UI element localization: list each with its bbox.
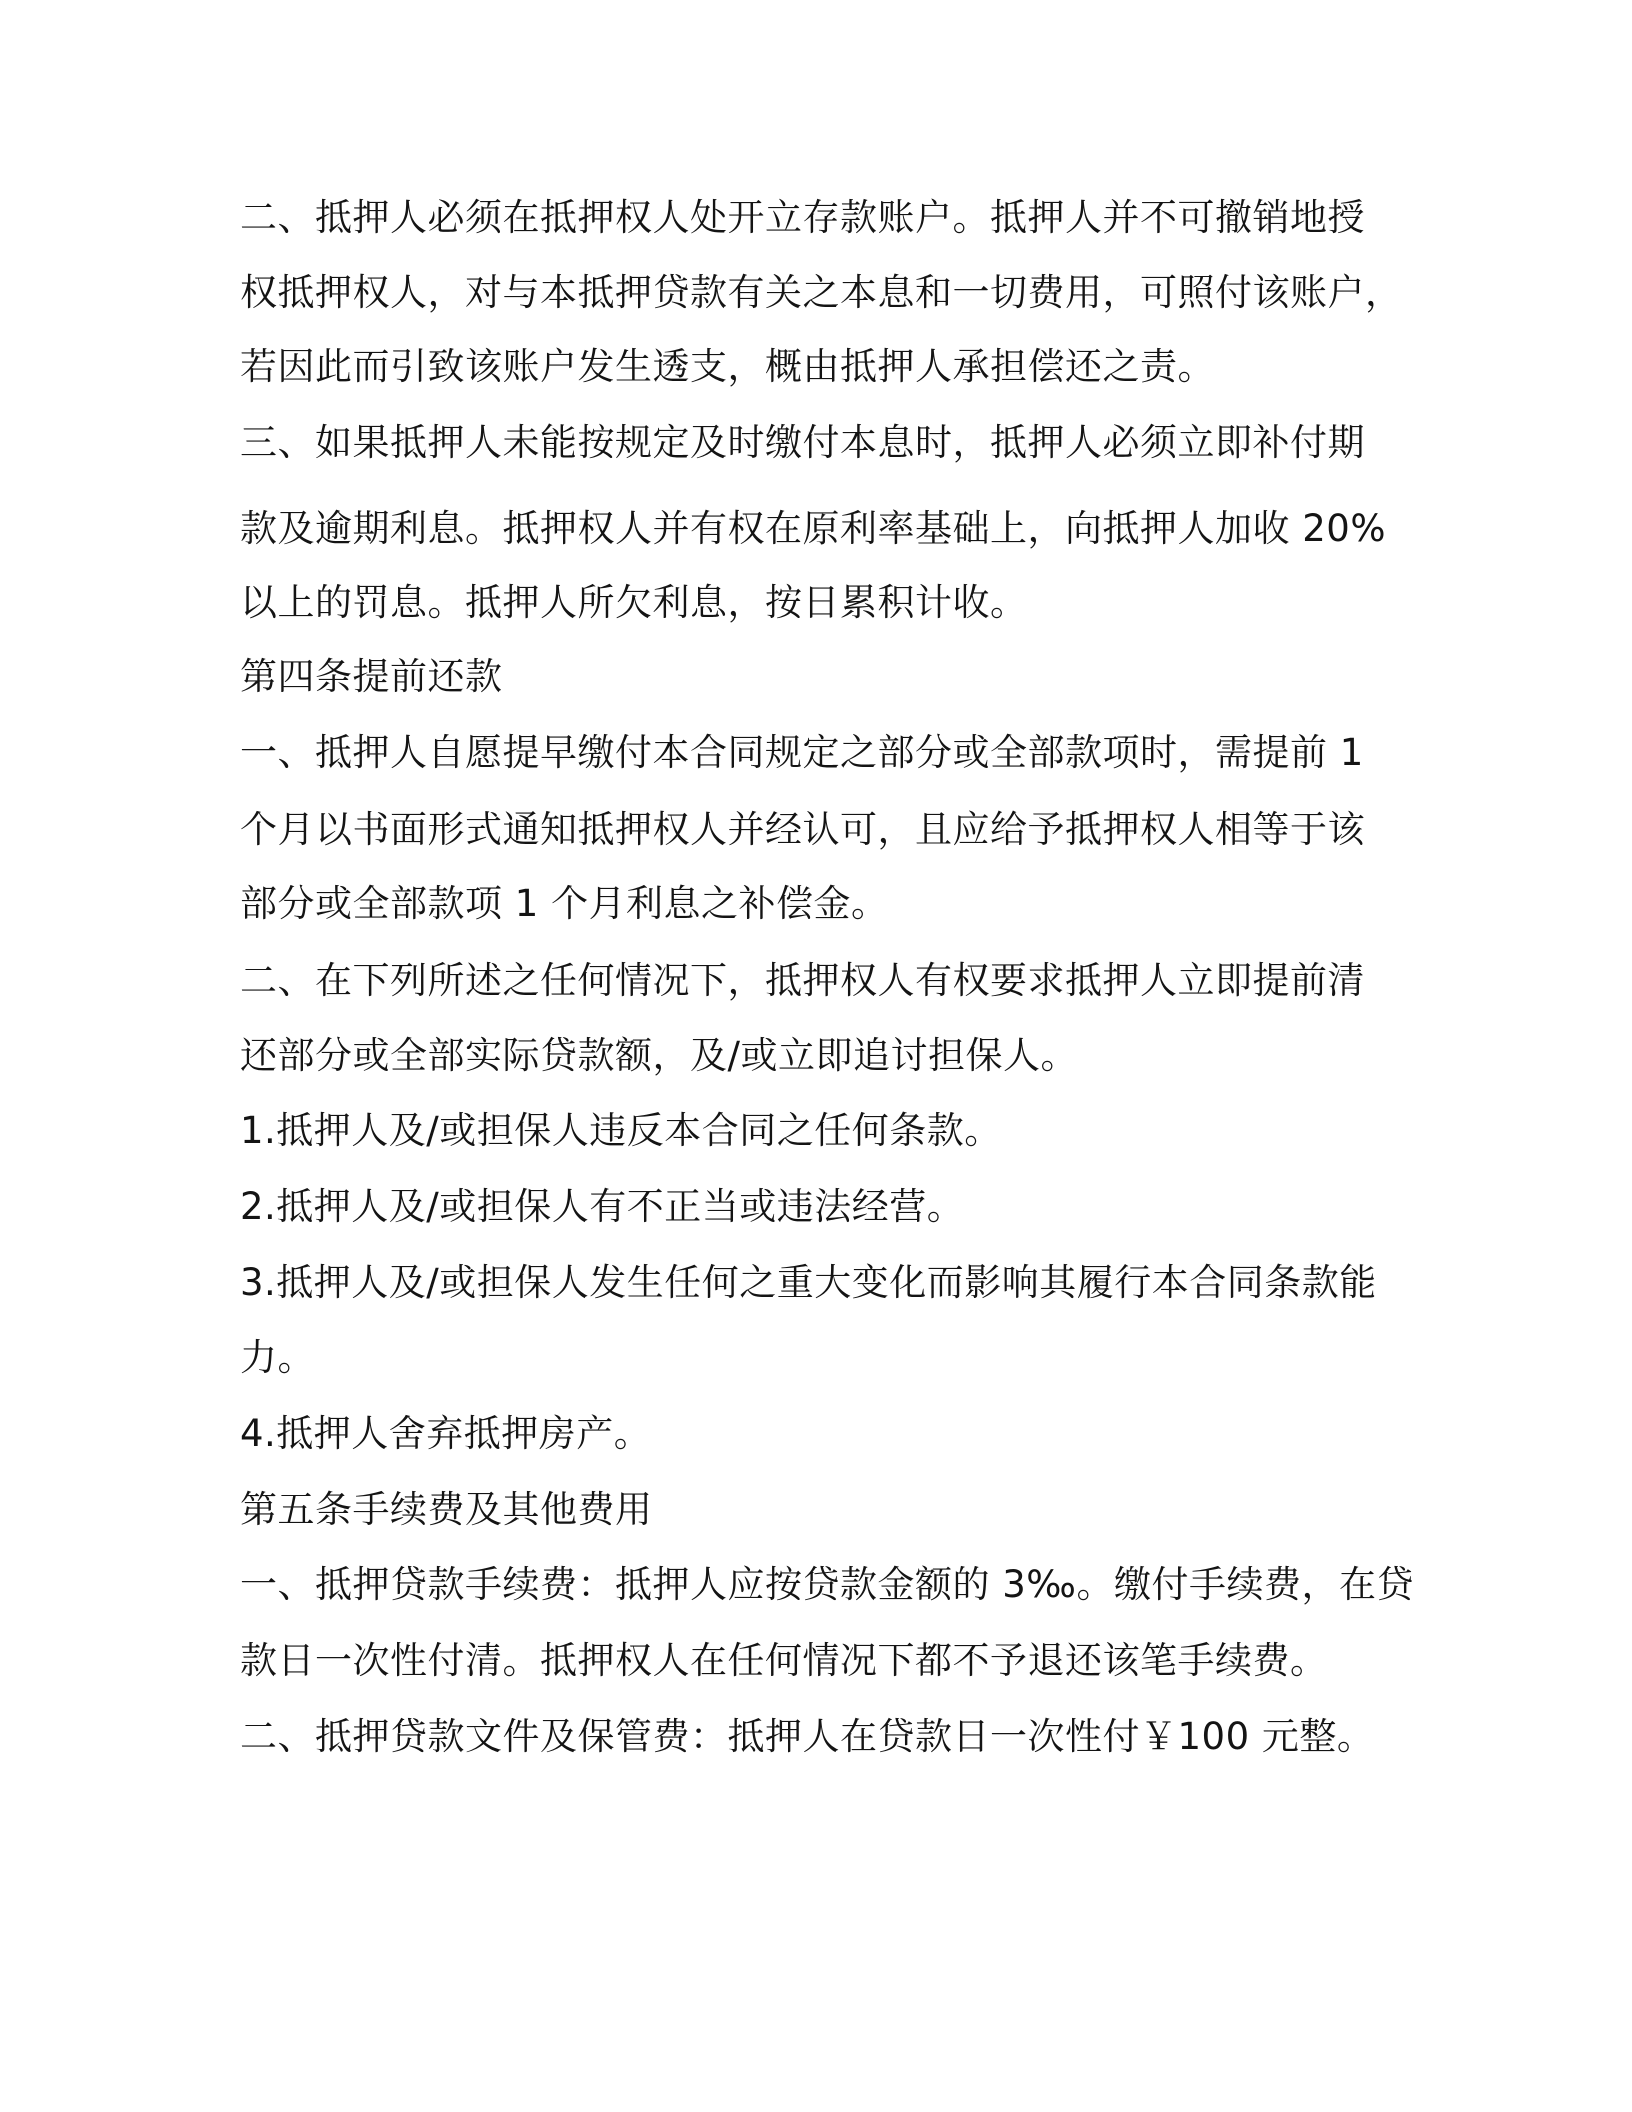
text-line: 个月以书面形式通知抵押权人并经认可，且应给予抵押权人相等于该	[240, 808, 1365, 851]
text-line: 一、抵押人自愿提早缴付本合同规定之部分或全部款项时，需提前 1	[240, 731, 1364, 774]
list-item: 2.抵押人及/或担保人有不正当或违法经营。	[240, 1185, 965, 1228]
text-line: 一、抵押贷款手续费：抵押人应按贷款金额的 3‰。缴付手续费，在贷	[240, 1563, 1414, 1606]
text-line: 部分或全部款项 1 个月利息之补偿金。	[240, 882, 889, 925]
section-heading: 第五条手续费及其他费用	[240, 1488, 653, 1531]
text-line: 二、抵押人必须在抵押权人处开立存款账户。抵押人并不可撤销地授	[240, 196, 1365, 239]
text-line: 若因此而引致该账户发生透支，概由抵押人承担偿还之责。	[240, 345, 1215, 388]
text-line: 以上的罚息。抵押人所欠利息，按日累积计收。	[240, 581, 1028, 624]
text-line: 二、抵押贷款文件及保管费：抵押人在贷款日一次性付￥100 元整。	[240, 1715, 1375, 1758]
text-line: 二、在下列所述之任何情况下，抵押权人有权要求抵押人立即提前清	[240, 959, 1365, 1002]
text-line: 权抵押权人，对与本抵押贷款有关之本息和一切费用，可照付该账户，	[240, 271, 1403, 314]
text-line: 还部分或全部实际贷款额，及/或立即追讨担保人。	[240, 1034, 1078, 1077]
text-line: 款日一次性付清。抵押权人在任何情况下都不予退还该笔手续费。	[240, 1639, 1328, 1682]
list-item: 3.抵押人及/或担保人发生任何之重大变化而影响其履行本合同条款能	[240, 1261, 1377, 1304]
text-line: 三、如果抵押人未能按规定及时缴付本息时，抵押人必须立即补付期	[240, 421, 1365, 464]
text-line: 款及逾期利息。抵押权人并有权在原利率基础上，向抵押人加收 20%	[240, 507, 1386, 550]
list-item: 4.抵押人舍弃抵押房产。	[240, 1412, 652, 1455]
list-item: 1.抵押人及/或担保人违反本合同之任何条款。	[240, 1109, 1002, 1152]
list-item: 力。	[240, 1336, 315, 1379]
section-heading: 第四条提前还款	[240, 655, 503, 698]
